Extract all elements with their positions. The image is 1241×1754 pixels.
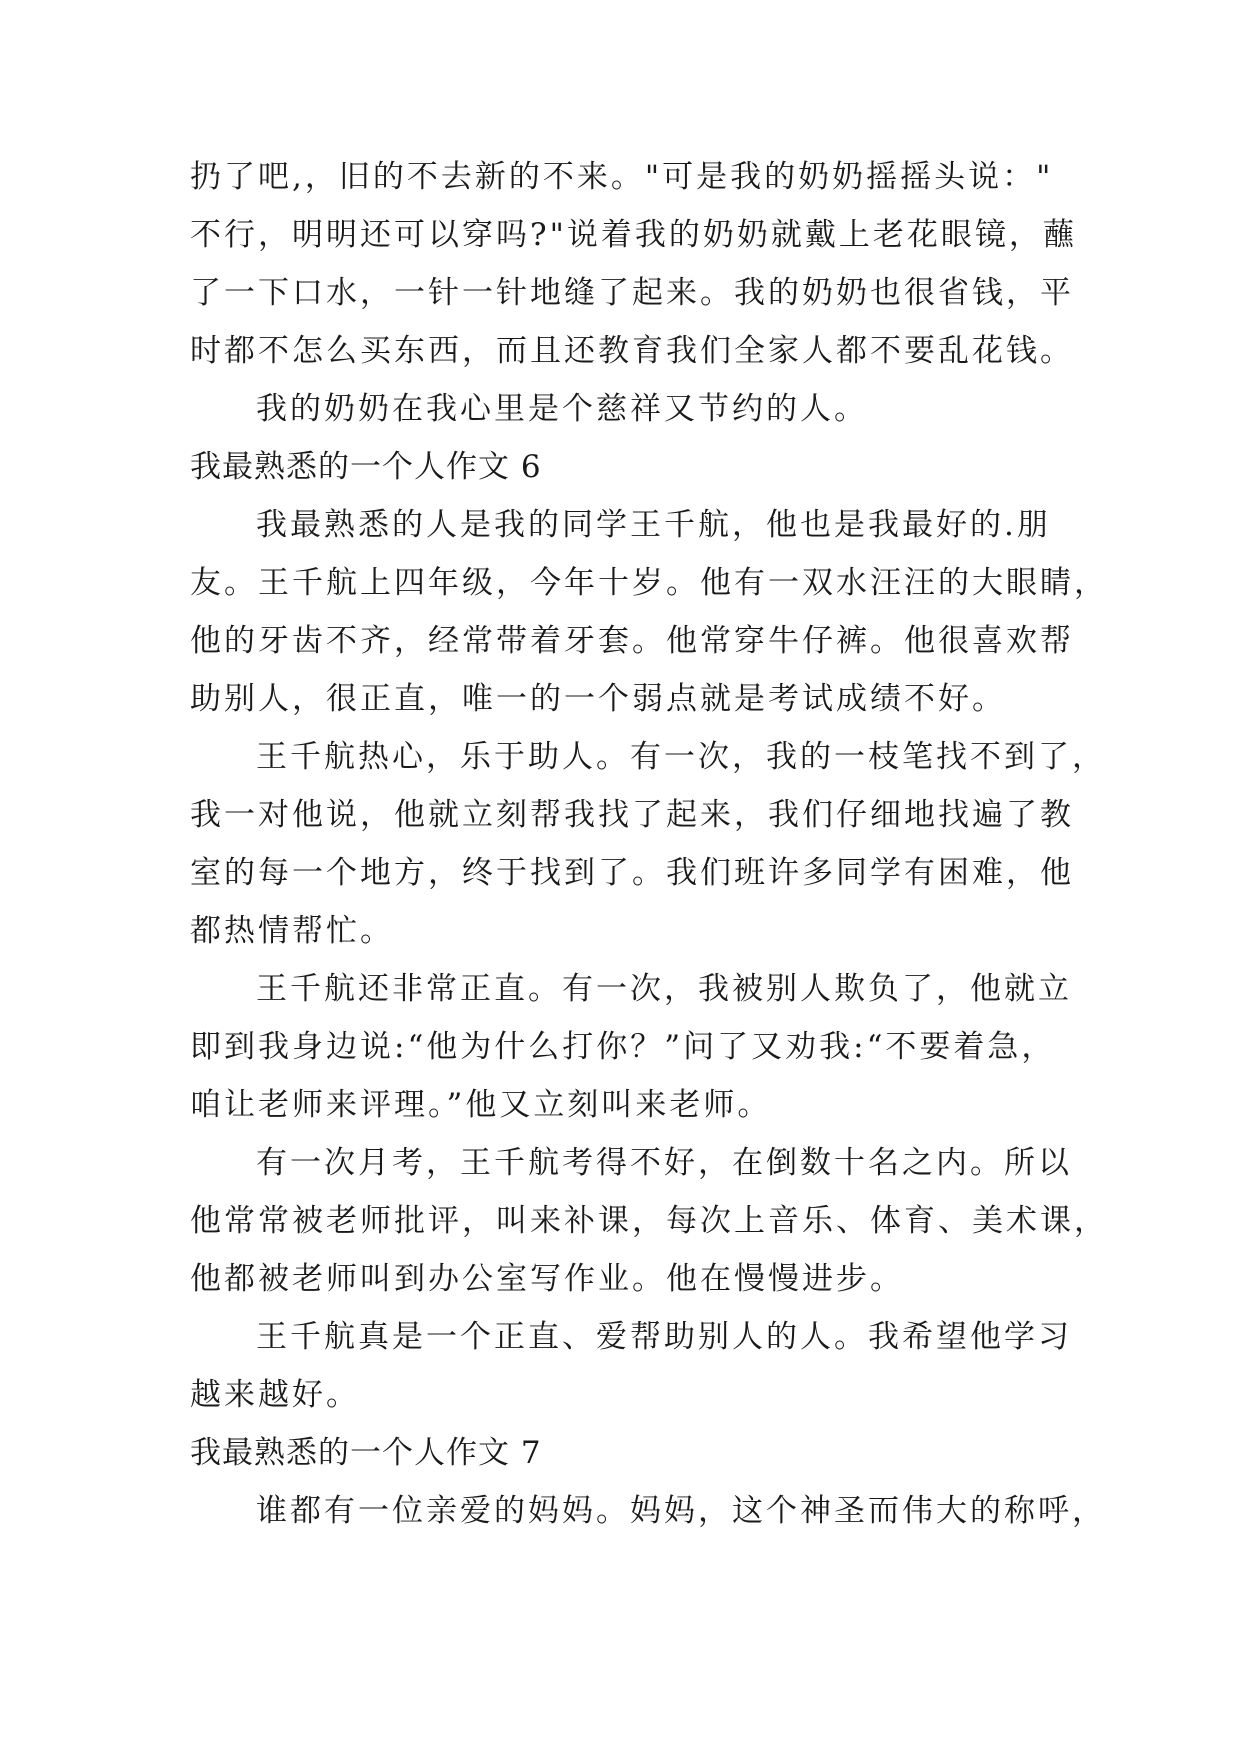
body-line: 他常常被老师批评，叫来补课，每次上音乐、体育、美术课， — [190, 1203, 1108, 1239]
body-line: 都热情帮忙。 — [190, 913, 394, 949]
body-line: 时都不怎么买东西，而且还教育我们全家人都不要乱花钱。 — [190, 333, 1074, 369]
body-line: 了一下口水，一针一针地缝了起来。我的奶奶也很省钱，平 — [190, 275, 1074, 311]
body-line: 即到我身边说:“他为什么打你？”问了又劝我:“不要着急， — [190, 1029, 1056, 1065]
paragraph-start-line: 王千航还非常正直。有一次，我被别人欺负了，他就立 — [256, 971, 1072, 1007]
paragraph-start-line: 有一次月考，王千航考得不好，在倒数十名之内。所以 — [256, 1145, 1072, 1181]
paragraph-start-line: 王千航真是一个正直、爱帮助别人的人。我希望他学习 — [256, 1319, 1072, 1355]
paragraph-start-line: 我的奶奶在我心里是个慈祥又节约的人。 — [256, 391, 868, 427]
body-line: 他的牙齿不齐，经常带着牙套。他常穿牛仔裤。他很喜欢帮 — [190, 623, 1074, 659]
paragraph-start-line: 谁都有一位亲爱的妈妈。妈妈，这个神圣而伟大的称呼， — [256, 1493, 1106, 1529]
body-line: 我一对他说，他就立刻帮我找了起来，我们仔细地找遍了教 — [190, 797, 1074, 833]
body-line: 室的每一个地方，终于找到了。我们班许多同学有困难，他 — [190, 855, 1074, 891]
body-line: 助别人，很正直，唯一的一个弱点就是考试成绩不好。 — [190, 681, 1006, 717]
section-heading: 我最熟悉的一个人作文 7 — [190, 1435, 542, 1471]
body-line: 扔了吧,，旧的不去新的不来。"可是我的奶奶摇摇头说：" — [190, 159, 1054, 195]
paragraph-start-line: 王千航热心，乐于助人。有一次，我的一枝笔找不到了， — [256, 739, 1106, 775]
body-line: 他都被老师叫到办公室写作业。他在慢慢进步。 — [190, 1261, 904, 1297]
body-line: 咱让老师来评理。”他又立刻叫来老师。 — [190, 1087, 772, 1123]
body-line: 友。王千航上四年级，今年十岁。他有一双水汪汪的大眼睛， — [190, 565, 1108, 601]
body-line: 越来越好。 — [190, 1377, 360, 1413]
document-body — [190, 148, 1108, 1540]
body-line: 不行，明明还可以穿吗?"说着我的奶奶就戴上老花眼镜，蘸 — [190, 217, 1077, 253]
paragraph-start-line: 我最熟悉的人是我的同学王千航，他也是我最好的.朋 — [256, 507, 1051, 543]
section-heading: 我最熟悉的一个人作文 6 — [190, 449, 542, 485]
